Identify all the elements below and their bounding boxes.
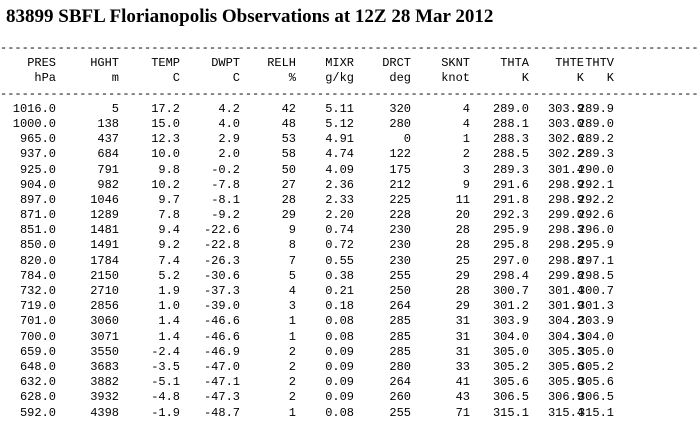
table-cell-hght: 791 [97,162,119,177]
table-cell-temp: 12.3 [151,132,180,147]
table-cell-relh: 2 [288,359,296,374]
table-row [0,345,620,360]
table-cell-thta: 289.0 [492,101,529,116]
table-cell-dwpt: -22.6 [203,223,240,238]
table-cell-drct: 264 [389,375,411,390]
unit-cell-thta: K [521,71,529,86]
unit-cell-drct: deg [389,71,411,86]
table-cell-sknt: 20 [455,208,470,223]
header-cell-thtv: THTV [585,56,614,71]
table-cell-relh: 2 [288,344,296,359]
header-cell-thta: THTA [500,56,529,71]
table-cell-thtv: 296.0 [577,223,614,238]
table-cell-thte: 298.3 [547,223,584,238]
table-cell-drct: 285 [389,329,411,344]
unit-cell-thte: K [576,71,584,86]
table-cell-thta: 305.2 [492,359,529,374]
table-cell-mixr: 0.09 [325,359,354,374]
table-cell-mixr: 4.74 [325,147,354,162]
table-cell-thtv: 300.7 [577,284,614,298]
table-cell-sknt: 29 [455,268,470,283]
table-cell-pres: 820.0 [19,253,56,268]
table-cell-thta: 301.2 [492,299,529,314]
table-cell-dwpt: -22.8 [203,238,240,253]
table-cell-drct: 255 [389,405,411,420]
table-cell-thtv: 292.1 [577,177,614,192]
table-cell-mixr: 0.18 [325,299,354,314]
table-cell-thta: 295.9 [492,223,529,238]
table-cell-temp: -4.8 [151,390,180,405]
table-cell-thta: 291.6 [492,177,529,192]
table-cell-pres: 850.0 [19,238,56,253]
table-cell-mixr: 0.38 [325,268,354,283]
table-cell-thte: 302.6 [547,132,584,147]
table-cell-relh: 1 [288,314,296,329]
table-cell-temp: 9.4 [158,223,180,238]
table-cell-thtv: 315.1 [577,405,614,420]
header-cell-dwpt: DWPT [211,56,240,71]
table-cell-thtv: 292.2 [577,192,614,207]
table-cell-temp: 17.2 [151,101,180,116]
table-cell-thte: 304.2 [547,314,584,329]
table-cell-dwpt: -8.1 [211,192,240,207]
table-cell-thtv: 289.3 [577,147,614,162]
table-cell-pres: 851.0 [19,223,56,238]
table-cell-thta: 315.1 [492,405,529,420]
table-cell-temp: 1.4 [158,329,180,344]
table-cell-thtv: 289.9 [577,101,614,116]
table-cell-thtv: 305.6 [577,375,614,390]
header-cell-pres: PRES [27,56,56,71]
table-cell-temp: 1.0 [158,299,180,314]
table-cell-hght: 1491 [90,238,119,253]
table-cell-sknt: 41 [455,375,470,390]
table-cell-sknt: 31 [455,329,470,344]
unit-cell-dwpt: C [232,71,240,86]
table-row [0,102,620,117]
table-cell-mixr: 2.36 [325,177,354,192]
table-cell-sknt: 2 [462,147,470,162]
table-cell-mixr: 0.55 [325,253,354,268]
table-cell-thtv: 292.6 [577,208,614,223]
table-cell-thta: 288.1 [492,116,529,131]
table-cell-thtv: 298.5 [577,268,614,283]
table-units-row [0,71,620,86]
table-cell-thta: 305.6 [492,375,529,390]
table-cell-relh: 42 [281,101,296,116]
table-cell-thta: 297.0 [492,253,529,268]
table-cell-thte: 302.2 [547,147,584,162]
table-cell-thtv: 289.2 [577,132,614,147]
table-cell-thte: 306.9 [547,390,584,405]
table-cell-thte: 301.9 [547,299,584,314]
table-cell-dwpt: -39.0 [203,299,240,314]
table-row [0,284,620,299]
table-row [0,132,620,147]
table-cell-sknt: 4 [462,116,470,131]
table-cell-drct: 280 [389,359,411,374]
table-top-rule: ------------------------------------------------------------------------------------------------- [0,41,699,55]
table-cell-temp: 10.0 [151,147,180,162]
table-cell-thta: 288.5 [492,147,529,162]
table-cell-hght: 437 [97,132,119,147]
table-row [0,223,620,238]
table-cell-pres: 632.0 [19,375,56,390]
table-cell-drct: 255 [389,268,411,283]
table-cell-temp: 7.4 [158,253,180,268]
table-cell-mixr: 4.09 [325,162,354,177]
table-cell-pres: 965.0 [19,132,56,147]
table-cell-relh: 29 [281,208,296,223]
table-cell-hght: 3060 [90,314,119,329]
table-cell-pres: 871.0 [19,208,56,223]
table-cell-pres: 925.0 [19,162,56,177]
table-cell-hght: 1289 [90,208,119,223]
table-cell-thtv: 303.9 [577,314,614,329]
table-cell-relh: 4 [288,284,296,298]
table-cell-sknt: 43 [455,390,470,405]
table-cell-drct: 260 [389,390,411,405]
table-cell-thte: 298.9 [547,177,584,192]
observations-table [0,41,699,421]
table-cell-hght: 3071 [90,329,119,344]
table-cell-pres: 1016.0 [12,101,56,116]
table-cell-mixr: 2.33 [325,192,354,207]
table-cell-hght: 1046 [90,192,119,207]
table-cell-drct: 122 [389,147,411,162]
table-cell-mixr: 0.72 [325,238,354,253]
table-cell-sknt: 25 [455,253,470,268]
table-cell-hght: 138 [97,116,119,131]
unit-cell-pres: hPa [34,71,56,86]
table-cell-pres: 592.0 [19,405,56,420]
table-cell-pres: 1000.0 [12,116,56,131]
table-cell-temp: 5.2 [158,268,180,283]
table-cell-mixr: 0.08 [325,405,354,420]
table-cell-hght: 3882 [90,375,119,390]
table-cell-sknt: 29 [455,299,470,314]
table-cell-dwpt: 2.9 [218,132,240,147]
table-cell-relh: 7 [288,253,296,268]
table-cell-temp: 7.8 [158,208,180,223]
table-cell-dwpt: 4.0 [218,116,240,131]
table-cell-temp: -5.1 [151,375,180,390]
unit-cell-mixr: g/kg [325,71,354,86]
table-cell-thte: 298.8 [547,253,584,268]
table-cell-temp: 10.2 [151,177,180,192]
table-cell-hght: 2856 [90,299,119,314]
table-cell-sknt: 11 [455,192,470,207]
table-cell-pres: 700.0 [19,329,56,344]
table-cell-dwpt: -9.2 [211,208,240,223]
table-cell-pres: 719.0 [19,299,56,314]
table-cell-relh: 5 [288,268,296,283]
table-cell-relh: 2 [288,390,296,405]
table-cell-pres: 701.0 [19,314,56,329]
header-cell-sknt: SKNT [441,56,470,71]
table-cell-thta: 295.8 [492,238,529,253]
table-cell-sknt: 33 [455,359,470,374]
table-cell-thte: 301.4 [547,284,584,298]
table-cell-thta: 298.4 [492,268,529,283]
table-cell-sknt: 28 [455,223,470,238]
table-cell-thte: 298.9 [547,192,584,207]
table-cell-drct: 230 [389,223,411,238]
table-cell-drct: 175 [389,162,411,177]
unit-cell-hght: m [111,71,119,86]
table-cell-thte: 303.0 [547,116,584,131]
table-cell-thte: 303.9 [547,101,584,116]
table-cell-thte: 298.2 [547,238,584,253]
table-cell-thtv: 305.2 [577,359,614,374]
table-cell-temp: 1.4 [158,314,180,329]
table-cell-dwpt: -37.3 [203,284,240,298]
table-cell-hght: 982 [97,177,119,192]
table-cell-temp: -1.9 [151,405,180,420]
table-cell-drct: 228 [389,208,411,223]
table-cell-mixr: 0.09 [325,375,354,390]
table-cell-temp: -2.4 [151,344,180,359]
table-row [0,238,620,253]
table-cell-sknt: 4 [462,101,470,116]
table-cell-thta: 292.3 [492,208,529,223]
table-cell-thta: 303.9 [492,314,529,329]
table-cell-relh: 50 [281,162,296,177]
table-cell-thtv: 290.0 [577,162,614,177]
table-cell-relh: 53 [281,132,296,147]
table-cell-drct: 264 [389,299,411,314]
table-row [0,117,620,132]
table-cell-drct: 285 [389,344,411,359]
table-cell-hght: 2710 [90,284,119,298]
table-cell-hght: 684 [97,147,119,162]
table-cell-drct: 285 [389,314,411,329]
table-cell-sknt: 1 [462,132,470,147]
table-row [0,314,620,329]
table-cell-temp: -3.5 [151,359,180,374]
table-cell-thtv: 295.9 [577,238,614,253]
table-cell-thtv: 304.0 [577,329,614,344]
table-row [0,178,620,193]
table-cell-mixr: 0.09 [325,390,354,405]
table-cell-sknt: 71 [455,405,470,420]
table-cell-dwpt: 2.0 [218,147,240,162]
table-cell-mixr: 0.09 [325,344,354,359]
table-cell-dwpt: -48.7 [203,405,240,420]
table-cell-thtv: 301.3 [577,299,614,314]
table-row [0,269,620,284]
table-cell-relh: 2 [288,375,296,390]
table-cell-hght: 4398 [90,405,119,420]
table-cell-hght: 3550 [90,344,119,359]
table-cell-dwpt: -46.9 [203,344,240,359]
table-cell-hght: 1784 [90,253,119,268]
table-cell-relh: 8 [288,238,296,253]
table-cell-thta: 305.0 [492,344,529,359]
table-cell-dwpt: -46.6 [203,329,240,344]
table-cell-temp: 9.7 [158,192,180,207]
table-row [0,390,620,405]
table-cell-dwpt: -47.0 [203,359,240,374]
table-cell-thta: 289.3 [492,162,529,177]
table-row [0,208,620,223]
table-cell-drct: 250 [389,284,411,298]
table-cell-dwpt: -0.2 [211,162,240,177]
table-cell-thta: 291.8 [492,192,529,207]
table-cell-hght: 1481 [90,223,119,238]
table-cell-drct: 320 [389,101,411,116]
header-cell-relh: RELH [267,56,296,71]
table-cell-drct: 230 [389,253,411,268]
header-cell-temp: TEMP [151,56,180,71]
table-cell-temp: 9.8 [158,162,180,177]
table-cell-thtv: 305.0 [577,344,614,359]
table-cell-thte: 315.4 [547,405,584,420]
table-row [0,254,620,269]
header-cell-mixr: MIXR [325,56,354,71]
table-cell-relh: 28 [281,192,296,207]
table-cell-thte: 299.8 [547,268,584,283]
table-cell-pres: 732.0 [19,284,56,298]
page-title: 83899 SBFL Florianopolis Observations at 12Z 28 Mar 2012 [6,6,494,27]
table-cell-hght: 2150 [90,268,119,283]
table-cell-sknt: 31 [455,344,470,359]
table-cell-thte: 304.3 [547,329,584,344]
table-cell-hght: 5 [111,101,119,116]
table-cell-mixr: 0.21 [325,284,354,298]
table-cell-sknt: 28 [455,284,470,298]
table-cell-dwpt: -30.6 [203,268,240,283]
table-cell-pres: 628.0 [19,390,56,405]
table-cell-thte: 305.3 [547,344,584,359]
table-cell-sknt: 31 [455,314,470,329]
table-cell-thte: 305.9 [547,375,584,390]
table-cell-sknt: 3 [462,162,470,177]
table-cell-relh: 27 [281,177,296,192]
table-cell-thte: 299.0 [547,208,584,223]
unit-cell-thtv: K [606,71,614,86]
unit-cell-sknt: knot [441,71,470,86]
table-cell-pres: 904.0 [19,177,56,192]
table-cell-pres: 897.0 [19,192,56,207]
table-cell-thta: 288.3 [492,132,529,147]
table-cell-pres: 648.0 [19,359,56,374]
table-cell-mixr: 5.12 [325,116,354,131]
table-cell-thte: 301.4 [547,162,584,177]
table-cell-mixr: 0.74 [325,223,354,238]
table-cell-temp: 15.0 [151,116,180,131]
table-cell-hght: 3932 [90,390,119,405]
table-cell-mixr: 0.08 [325,314,354,329]
table-cell-temp: 1.9 [158,284,180,298]
table-cell-thta: 300.7 [492,284,529,298]
table-cell-mixr: 4.91 [325,132,354,147]
table-cell-thte: 305.6 [547,359,584,374]
table-cell-temp: 9.2 [158,238,180,253]
table-cell-dwpt: -7.8 [211,177,240,192]
table-cell-mixr: 2.20 [325,208,354,223]
table-row [0,375,620,390]
table-cell-relh: 9 [288,223,296,238]
table-body [0,102,620,421]
header-cell-drct: DRCT [382,56,411,71]
table-cell-dwpt: 4.2 [218,101,240,116]
table-cell-mixr: 5.11 [325,101,354,116]
table-cell-thtv: 289.0 [577,116,614,131]
table-cell-hght: 3683 [90,359,119,374]
header-cell-thte: THTE [555,56,584,71]
table-header-row [0,56,620,71]
table-cell-thtv: 297.1 [577,253,614,268]
table-cell-pres: 784.0 [19,268,56,283]
table-cell-drct: 225 [389,192,411,207]
table-cell-relh: 1 [288,329,296,344]
table-cell-dwpt: -26.3 [203,253,240,268]
table-cell-sknt: 9 [462,177,470,192]
unit-cell-relh: % [288,71,296,86]
table-header-rule: ------------------------------------------------------------------------------------------------- [0,86,699,101]
table-cell-drct: 0 [403,132,411,147]
table-cell-dwpt: -46.6 [203,314,240,329]
table-cell-dwpt: -47.1 [203,375,240,390]
table-cell-dwpt: -47.3 [203,390,240,405]
unit-cell-temp: C [172,71,180,86]
table-cell-thta: 304.0 [492,329,529,344]
table-cell-pres: 659.0 [19,344,56,359]
table-row [0,147,620,162]
table-cell-thta: 306.5 [492,390,529,405]
table-cell-sknt: 28 [455,238,470,253]
table-row [0,360,620,375]
table-cell-drct: 230 [389,238,411,253]
table-cell-relh: 58 [281,147,296,162]
table-row [0,193,620,208]
table-row [0,406,620,421]
table-row [0,163,620,178]
table-cell-thtv: 306.5 [577,390,614,405]
table-cell-relh: 1 [288,405,296,420]
header-cell-hght: HGHT [90,56,119,71]
table-row [0,299,620,314]
table-cell-mixr: 0.08 [325,329,354,344]
table-cell-drct: 212 [389,177,411,192]
table-row [0,330,620,345]
table-cell-relh: 3 [288,299,296,314]
table-cell-relh: 48 [281,116,296,131]
table-cell-pres: 937.0 [19,147,56,162]
table-cell-drct: 280 [389,116,411,131]
